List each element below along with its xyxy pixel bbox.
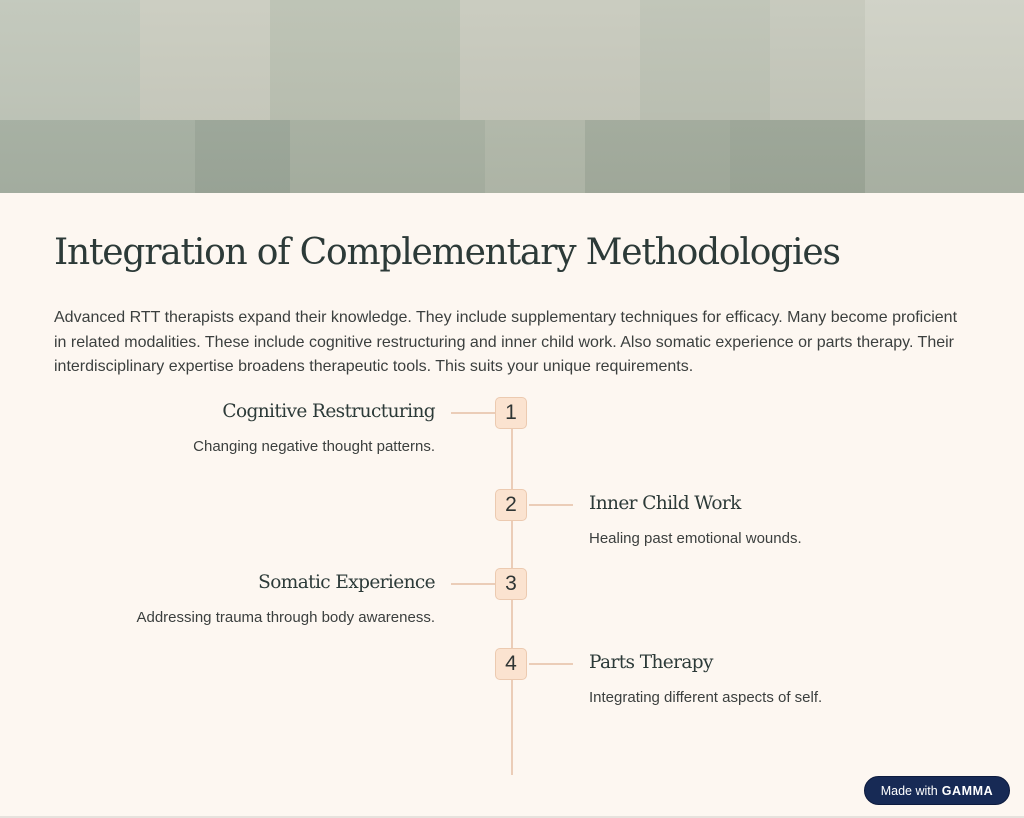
timeline-connector (529, 504, 573, 506)
badge-prefix: Made with (880, 783, 938, 798)
step-title: Parts Therapy (589, 652, 713, 673)
made-with-gamma-badge[interactable] (864, 776, 1010, 805)
page-title: Integration of Complementary Methodologies (54, 232, 840, 273)
step-title: Somatic Experience (258, 572, 435, 593)
intro-paragraph: Advanced RTT therapists expand their knowledge. They include supplementary techniques for efficacy. Many become proficient in related modalities. These include cognitive restructuring and inner child work. Also somatic experience or parts therapy. Their interdisciplinary expertise broadens therapeutic tools. This suits your unique requirements. (54, 309, 958, 375)
step-description: Healing past emotional wounds. (589, 530, 802, 547)
timeline-connector (451, 583, 495, 585)
step-number-badge: 4 (495, 648, 527, 680)
step-number-badge: 3 (495, 568, 527, 600)
step-description: Addressing trauma through body awareness. (136, 609, 435, 626)
gamma-logo: GAMMA (941, 783, 994, 798)
step-title: Inner Child Work (589, 493, 741, 514)
timeline-connector (529, 663, 573, 665)
step-number-badge: 1 (495, 397, 527, 429)
step-description: Integrating different aspects of self. (589, 689, 823, 706)
step-title: Cognitive Restructuring (222, 401, 435, 422)
step-description: Changing negative thought patterns. (193, 438, 435, 455)
timeline-connector (451, 412, 495, 414)
step-number-badge: 2 (495, 489, 527, 521)
hero-image (0, 0, 1024, 193)
